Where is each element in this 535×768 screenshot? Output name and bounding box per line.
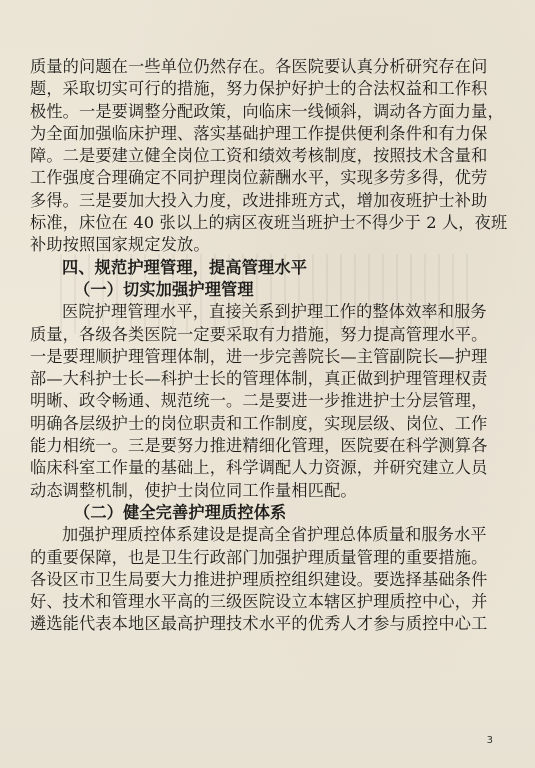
text-line: 题，采取切实可行的措施，努力保护好护士的合法权益和工作积	[30, 79, 488, 99]
paragraph-start-line: 医院护理管理水平，直接关系到护理工作的整体效率和服务	[62, 302, 487, 322]
text-line: 明晰、政令畅通、规范统一。二是要进一步推进护士分层管理，	[30, 391, 488, 411]
text-line: 质量，各级各类医院一定要采取有力措施，努力提高管理水平。	[30, 324, 488, 344]
text-line: 障。二是要建立健全岗位工资和绩效考核制度，按照技术含量和	[30, 146, 488, 166]
text-line: 部—大科护士长—科护士长的管理体制，真正做到护理管理权责	[30, 369, 488, 389]
page-number: 3	[486, 735, 493, 746]
text-line: 明确各层级护士的岗位职责和工作制度，实现层级、岗位、工作	[30, 413, 488, 433]
paragraph-start-line: 加强护理质控体系建设是提高全省护理总体质量和服务水平	[62, 525, 487, 545]
text-line: 工作强度合理确定不同护理岗位薪酬水平，实现多劳多得，优劳	[30, 168, 488, 188]
text-line: 质量的问题在一些单位仍然存在。各医院要认真分析研究存在问	[30, 57, 488, 76]
text-line: 多得。三是要加大投入力度，改进排班方式，增加夜班护士补助	[30, 190, 488, 210]
text-line: 补助按照国家规定发放。	[30, 235, 210, 255]
text-line: 好、技术和管理水平高的三级医院设立本辖区护理质控中心，并	[30, 592, 488, 612]
text-line: 各设区市卫生局要大力推进护理质控组织建设。要选择基础条件	[30, 569, 488, 589]
subsection-heading: （一）切实加强护理管理	[74, 279, 254, 299]
text-line: 为全面加强临床护理、落实基础护理工作提供便利条件和有力保	[30, 123, 488, 143]
text-line: 动态调整机制，使护士岗位同工作量相匹配。	[30, 480, 357, 500]
text-line: 标准，床位在 40 张以上的病区夜班当班护士不得少于 2 人，夜班	[30, 213, 508, 233]
subsection-heading: （二）健全完善护理质控体系	[74, 502, 287, 522]
text-line: 一是要理顺护理管理体制，进一步完善院长—主管副院长—护理	[30, 346, 488, 366]
text-line: 的重要保障，也是卫生行政部门加强护理质量管理的重要措施。	[30, 547, 488, 567]
text-line: 临床科室工作量的基础上，科学调配人力资源，并研究建立人员	[30, 458, 488, 478]
text-line: 能力相统一。三是要努力推进精细化管理，医院要在科学测算各	[30, 436, 488, 456]
text-line: 极性。一是要调整分配政策，向临床一线倾斜，调动各方面力量，	[30, 101, 504, 121]
text-line: 遴选能代表本地区最高护理技术水平的优秀人才参与质控中心工	[30, 614, 488, 634]
section-heading: 四、规范护理管理，提高管理水平	[62, 257, 308, 277]
body-text	[30, 56, 508, 636]
